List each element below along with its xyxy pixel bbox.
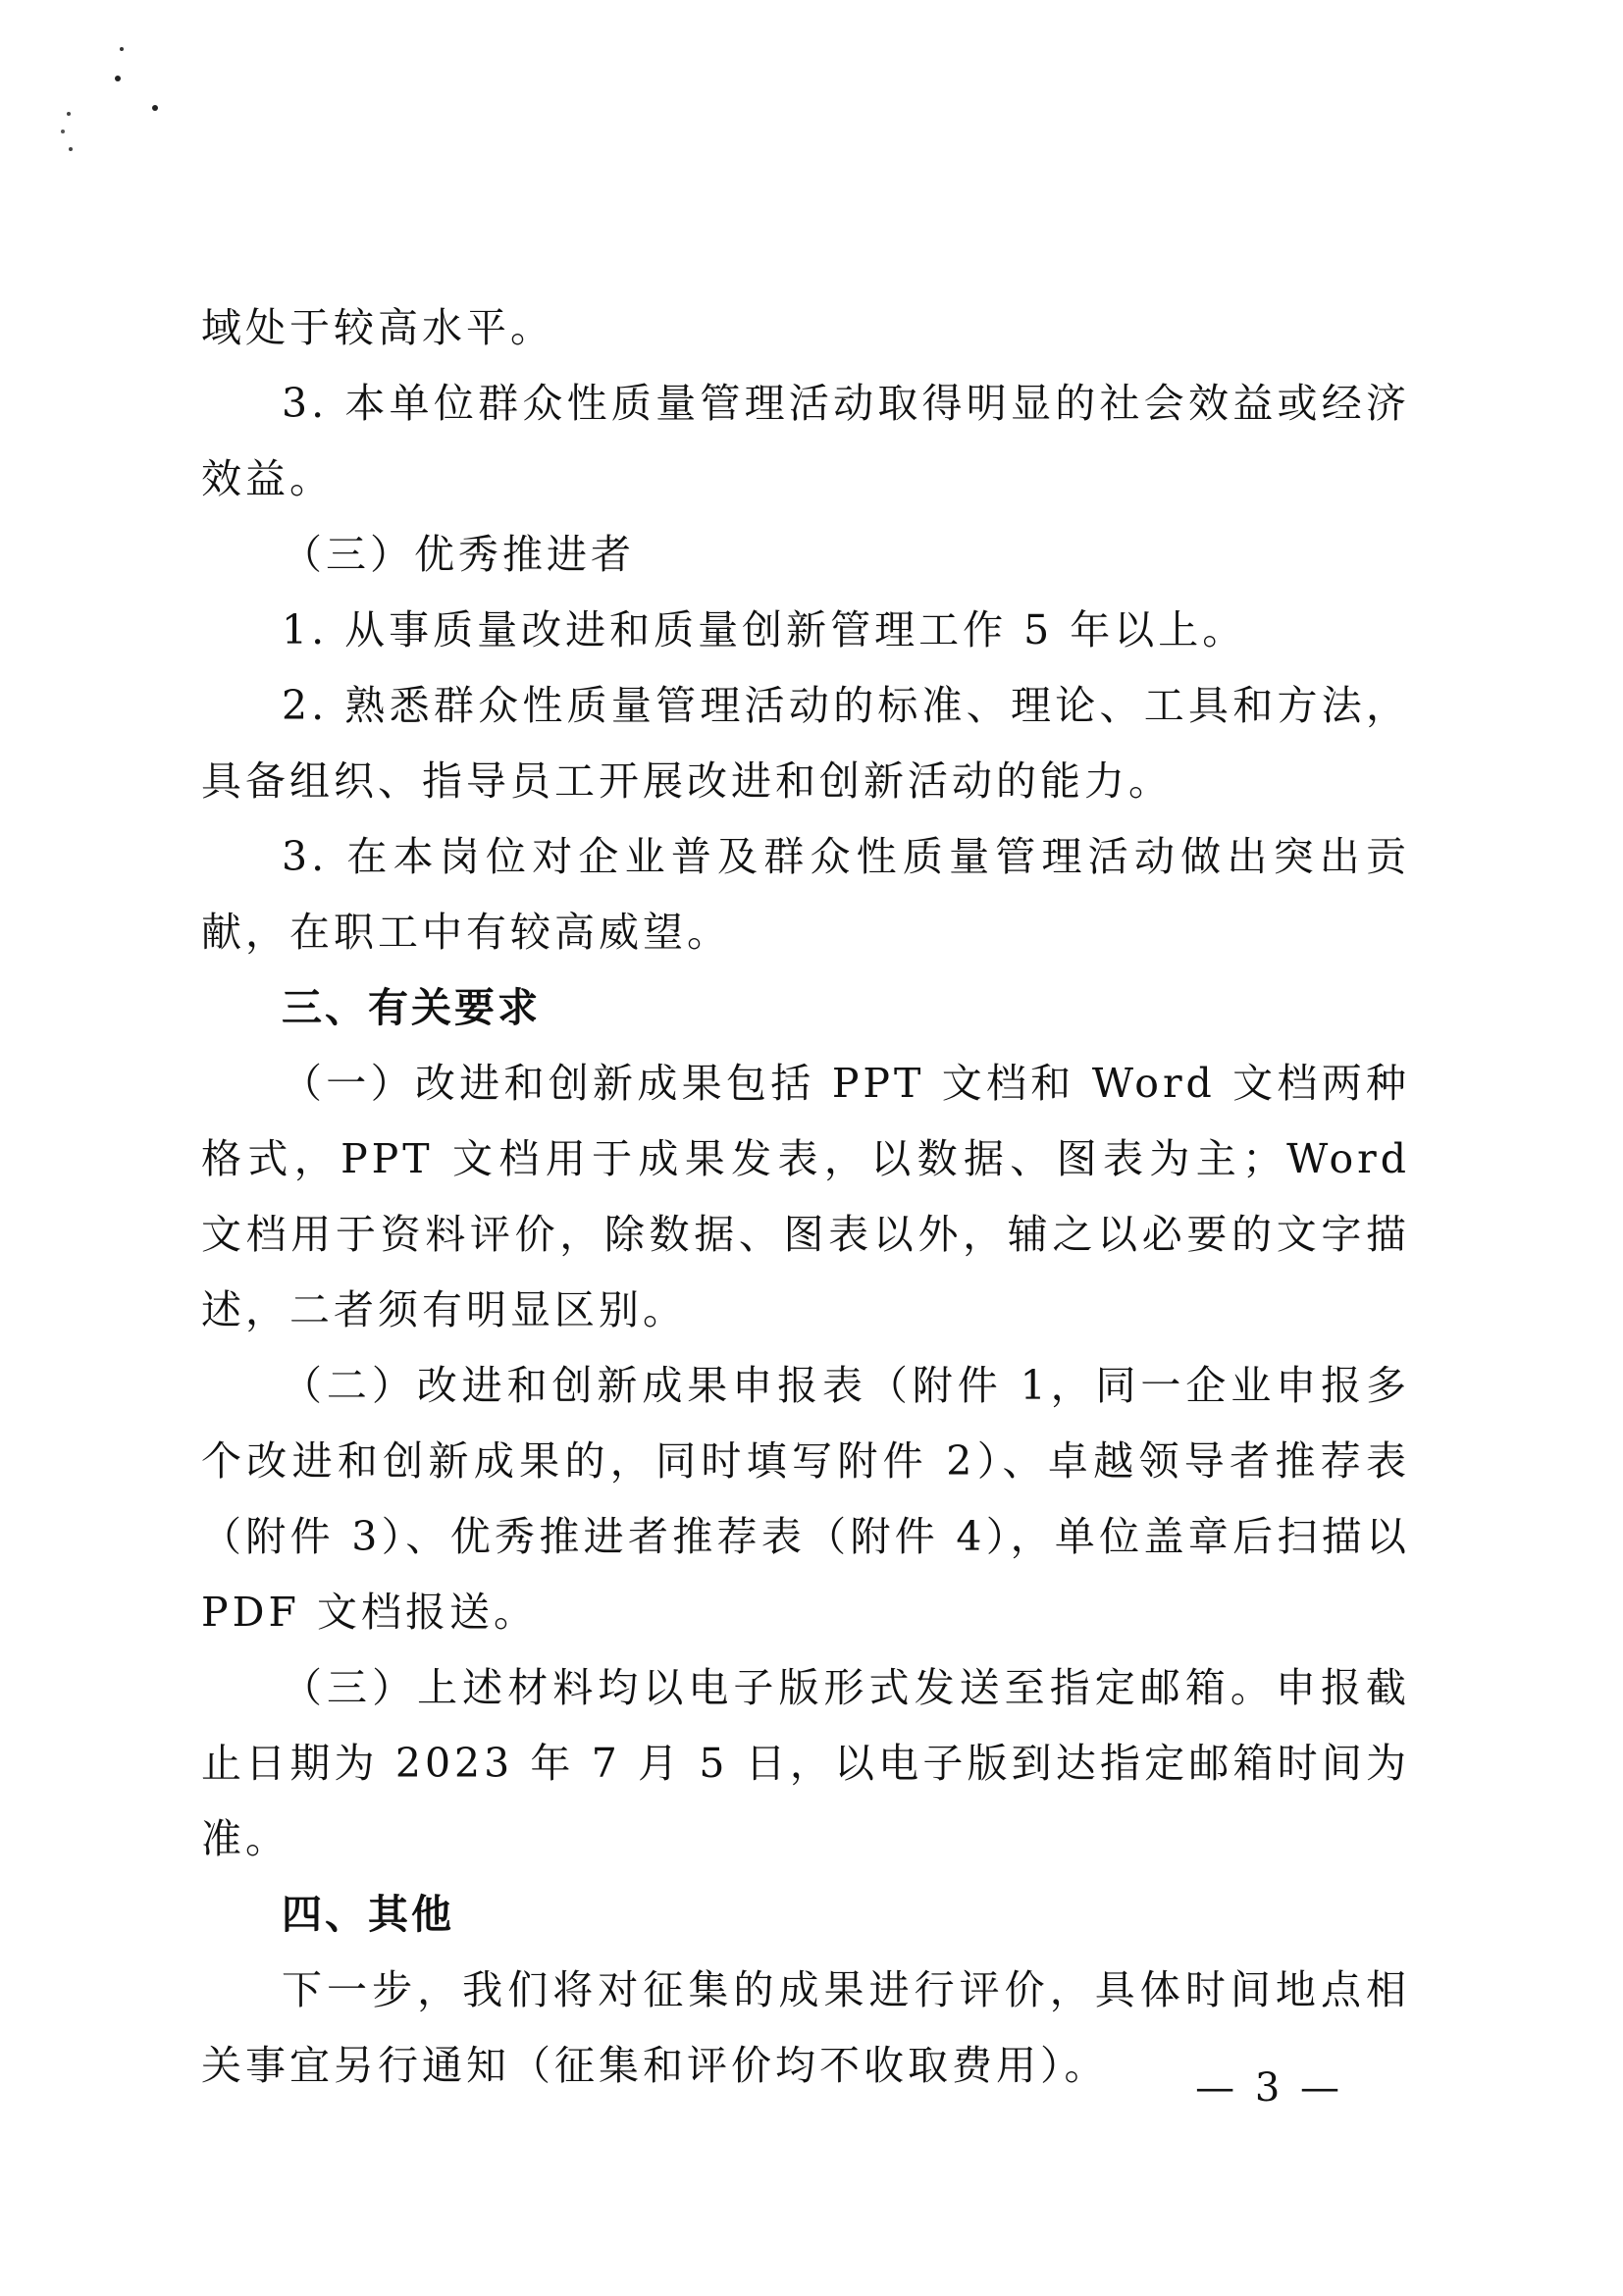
paragraph-requirement-2: （二）改进和创新成果申报表（附件 1，同一企业申报多个改进和创新成果的，同时填写附件 2）、卓越领导者推荐表（附件 3）、优秀推进者推荐表（附件 4），单位盖章后扫描以 PDF 文档报送。: [201, 1362, 1410, 1636]
paragraph-item-3-contribution: 3. 在本岗位对企业普及群众性质量管理活动做出突出贡献，在职工中有较高威望。: [201, 833, 1410, 956]
scan-specks: [39, 29, 177, 177]
document-body: [201, 290, 1410, 2104]
paragraph-other-next-step: 下一步，我们将对征集的成果进行评价，具体时间地点相关事宜另行通知（征集和评价均不收取费用）。: [201, 1966, 1410, 2089]
paragraph-item-1-experience: 1. 从事质量改进和质量创新管理工作 5 年以上。: [282, 606, 1247, 653]
paragraph-requirement-3: （三）上述材料均以电子版形式发送至指定邮箱。申报截止日期为 2023 年 7 月 5 日，以电子版到达指定邮箱时间为准。: [201, 1664, 1410, 1862]
page-number: — 3 —: [1195, 2065, 1343, 2111]
paragraph-item-3-social-benefit: 3. 本单位群众性质量管理活动取得明显的社会效益或经济效益。: [201, 380, 1410, 502]
subheading-excellent-promoter: （三）优秀推进者: [282, 531, 635, 578]
paragraph-requirement-1: （一）改进和创新成果包括 PPT 文档和 Word 文档两种格式，PPT 文档用于成果发表，以数据、图表为主；Word 文档用于资料评价，除数据、图表以外，辅之以必要的文字描述，二者须有明显区别。: [201, 1060, 1410, 1333]
paragraph-item-2-knowledge: 2. 熟悉群众性质量管理活动的标准、理论、工具和方法，具备组织、指导员工开展改进和创新活动的能力。: [201, 682, 1410, 805]
section-heading-other: 四、其他: [282, 1891, 454, 1938]
paragraph-continuation: 域处于较高水平。: [201, 304, 554, 351]
section-heading-requirements: 三、有关要求: [282, 984, 541, 1031]
